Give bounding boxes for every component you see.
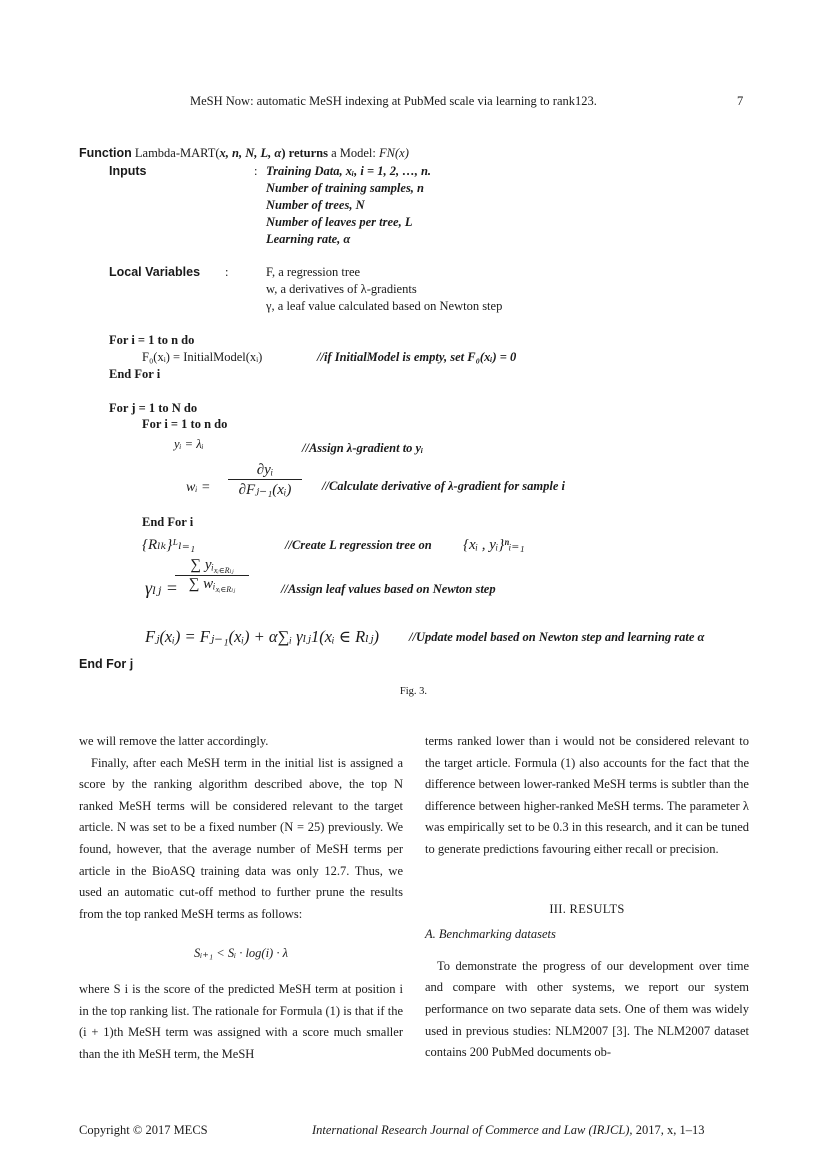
leaf-denominator-sub: xᵢ∈Rₗⱼ: [215, 585, 236, 594]
tree-comment: //Create L regression tree on: [285, 538, 432, 552]
figure-caption: Fig. 3.: [399, 686, 428, 697]
tree-set: {xᵢ , yᵢ}ⁿᵢ₌₁: [463, 537, 525, 553]
locals-colon: :: [225, 265, 229, 279]
left-column: [79, 731, 403, 1065]
local-var-gamma: γ, a leaf value calculated based on Newton step: [266, 299, 503, 313]
journal-name: International Research Journal of Commerce and Law (IRJCL),: [312, 1123, 633, 1137]
function-name: Lambda-MART(: [134, 146, 220, 160]
section-heading: III. RESULTS: [549, 901, 625, 916]
assign-comment: //Assign λ-gradient to yᵢ: [302, 441, 424, 455]
leaf-lhs: γₗⱼ =: [145, 578, 178, 598]
function-args: x, n, N, L, α: [219, 146, 282, 160]
end-for-j: End For j: [79, 657, 134, 671]
inputs-colon: :: [254, 164, 258, 178]
init-comment: //if InitialModel is empty, set F₀(xᵢ) = 0: [317, 350, 517, 364]
leaf-fraction: [175, 557, 249, 594]
leaf-numerator-sub: xᵢ∈Rₗⱼ: [213, 566, 234, 575]
for-i-line: For i = 1 to n do: [109, 333, 195, 347]
input-learning-rate: Learning rate, α: [266, 232, 351, 246]
citation-info: 2017, x, 1–13: [632, 1123, 705, 1137]
cutoff-formula: Sᵢ₊₁ < Sᵢ · log(i) · λ: [193, 946, 289, 961]
for-i-inner-line: For i = 1 to n do: [142, 417, 228, 431]
leaf-denominator-sum: ∑ wᵢ: [188, 576, 216, 592]
right-paragraph-1: terms ranked lower than i would not be considered relevant to the target article. Formula (1) also accounts for the fact that the difference between lower-ranked MeSH terms is subtler than the difference between higher-ranked MeSH terms. The parameter λ was empirically set to be 0.3 in this research, and it can be tuned to generate predictions favouring either recall or precision.: [425, 734, 749, 856]
deriv-numerator: ∂yᵢ: [256, 462, 274, 478]
local-variables-label: Local Variables: [109, 265, 201, 279]
right-paragraph-2: To demonstrate the progress of our development over time and compare with other systems, we report our system performance on two separate data sets. One of them was widely used in previous studies: NLM2007 [3]. The NLM2007 dataset contains 200 PubMed documents ob-: [425, 958, 749, 1060]
copyright: Copyright © 2017 MECS: [79, 1123, 208, 1137]
for-j-line: For j = 1 to N do: [109, 401, 198, 415]
leaf-denominator: [175, 575, 249, 594]
local-var-w: w, a derivatives of λ-gradients: [266, 282, 417, 296]
function-keyword: Function: [79, 146, 132, 160]
input-training-data: Training Data, xᵢ, i = 1, 2, …, n.: [266, 164, 432, 178]
deriv-lhs: wᵢ =: [186, 480, 211, 495]
function-returns: ) returns: [281, 146, 328, 160]
end-for-i-1: End For i: [109, 367, 161, 381]
running-title: MeSH Now: automatic MeSH indexing at PubMed scale via learning to rank123.: [190, 94, 597, 108]
function-model-label: a Model:: [327, 146, 380, 160]
inputs-label: Inputs: [109, 164, 147, 178]
leaf-numerator: [175, 557, 249, 575]
right-column: [425, 731, 749, 1064]
derivative-fraction: [228, 462, 302, 499]
input-num-samples: Number of training samples, n: [266, 181, 425, 195]
page-number: 7: [737, 94, 744, 108]
subsection-heading: A. Benchmarking datasets: [425, 927, 556, 942]
deriv-denominator: ∂Fⱼ₋₁(xᵢ): [228, 479, 302, 499]
input-num-trees: Number of trees, N: [266, 198, 365, 212]
function-model-name: FN(x): [379, 146, 409, 160]
left-paragraph-3: where S i is the score of the predicted MeSH term at position i in the top ranking list. The rationale for Formula (1) is that if the (i + 1)th MeSH term was assigned with a score much smaller than the ith MeSH term, the MeSH: [79, 981, 403, 1061]
leaf-comment: //Assign leaf values based on Newton step: [281, 582, 496, 596]
left-paragraph-1: we will remove the latter accordingly.: [79, 734, 269, 748]
init-model-line: F₀(xᵢ) = InitialModel(xᵢ): [142, 350, 263, 364]
tree-equation: {Rₗₖ}ᴸₗ₌₁: [142, 537, 196, 553]
deriv-comment: //Calculate derivative of λ-gradient for sample i: [322, 479, 566, 493]
function-signature: [79, 146, 409, 161]
assign-equation: yᵢ = λᵢ: [174, 437, 204, 451]
update-equation: Fⱼ(xᵢ) = Fⱼ₋₁(xᵢ) + α∑ᵢ γₗⱼ1(xᵢ ∈ Rₗⱼ): [145, 627, 380, 646]
journal-citation: [312, 1123, 704, 1138]
input-num-leaves: Number of leaves per tree, L: [266, 215, 413, 229]
left-paragraph-2: Finally, after each MeSH term in the initial list is assigned a score by the ranking algorithm described above, the top N ranked MeSH terms will be considered relevant to the target article. N was set to be a fixed number (N = 25) previously. We found, however, that the average number of MeSH terms per article in the BioASQ training data was only 12.7. Thus, we used an automatic cut-off method to further prune the results from the top ranked MeSH terms as follows:: [79, 755, 403, 921]
end-for-i-2: End For i: [142, 515, 194, 529]
update-comment: //Update model based on Newton step and learning rate α: [409, 630, 705, 644]
leaf-numerator-sum: ∑ yᵢ: [190, 557, 214, 573]
local-var-f: F, a regression tree: [266, 265, 361, 279]
